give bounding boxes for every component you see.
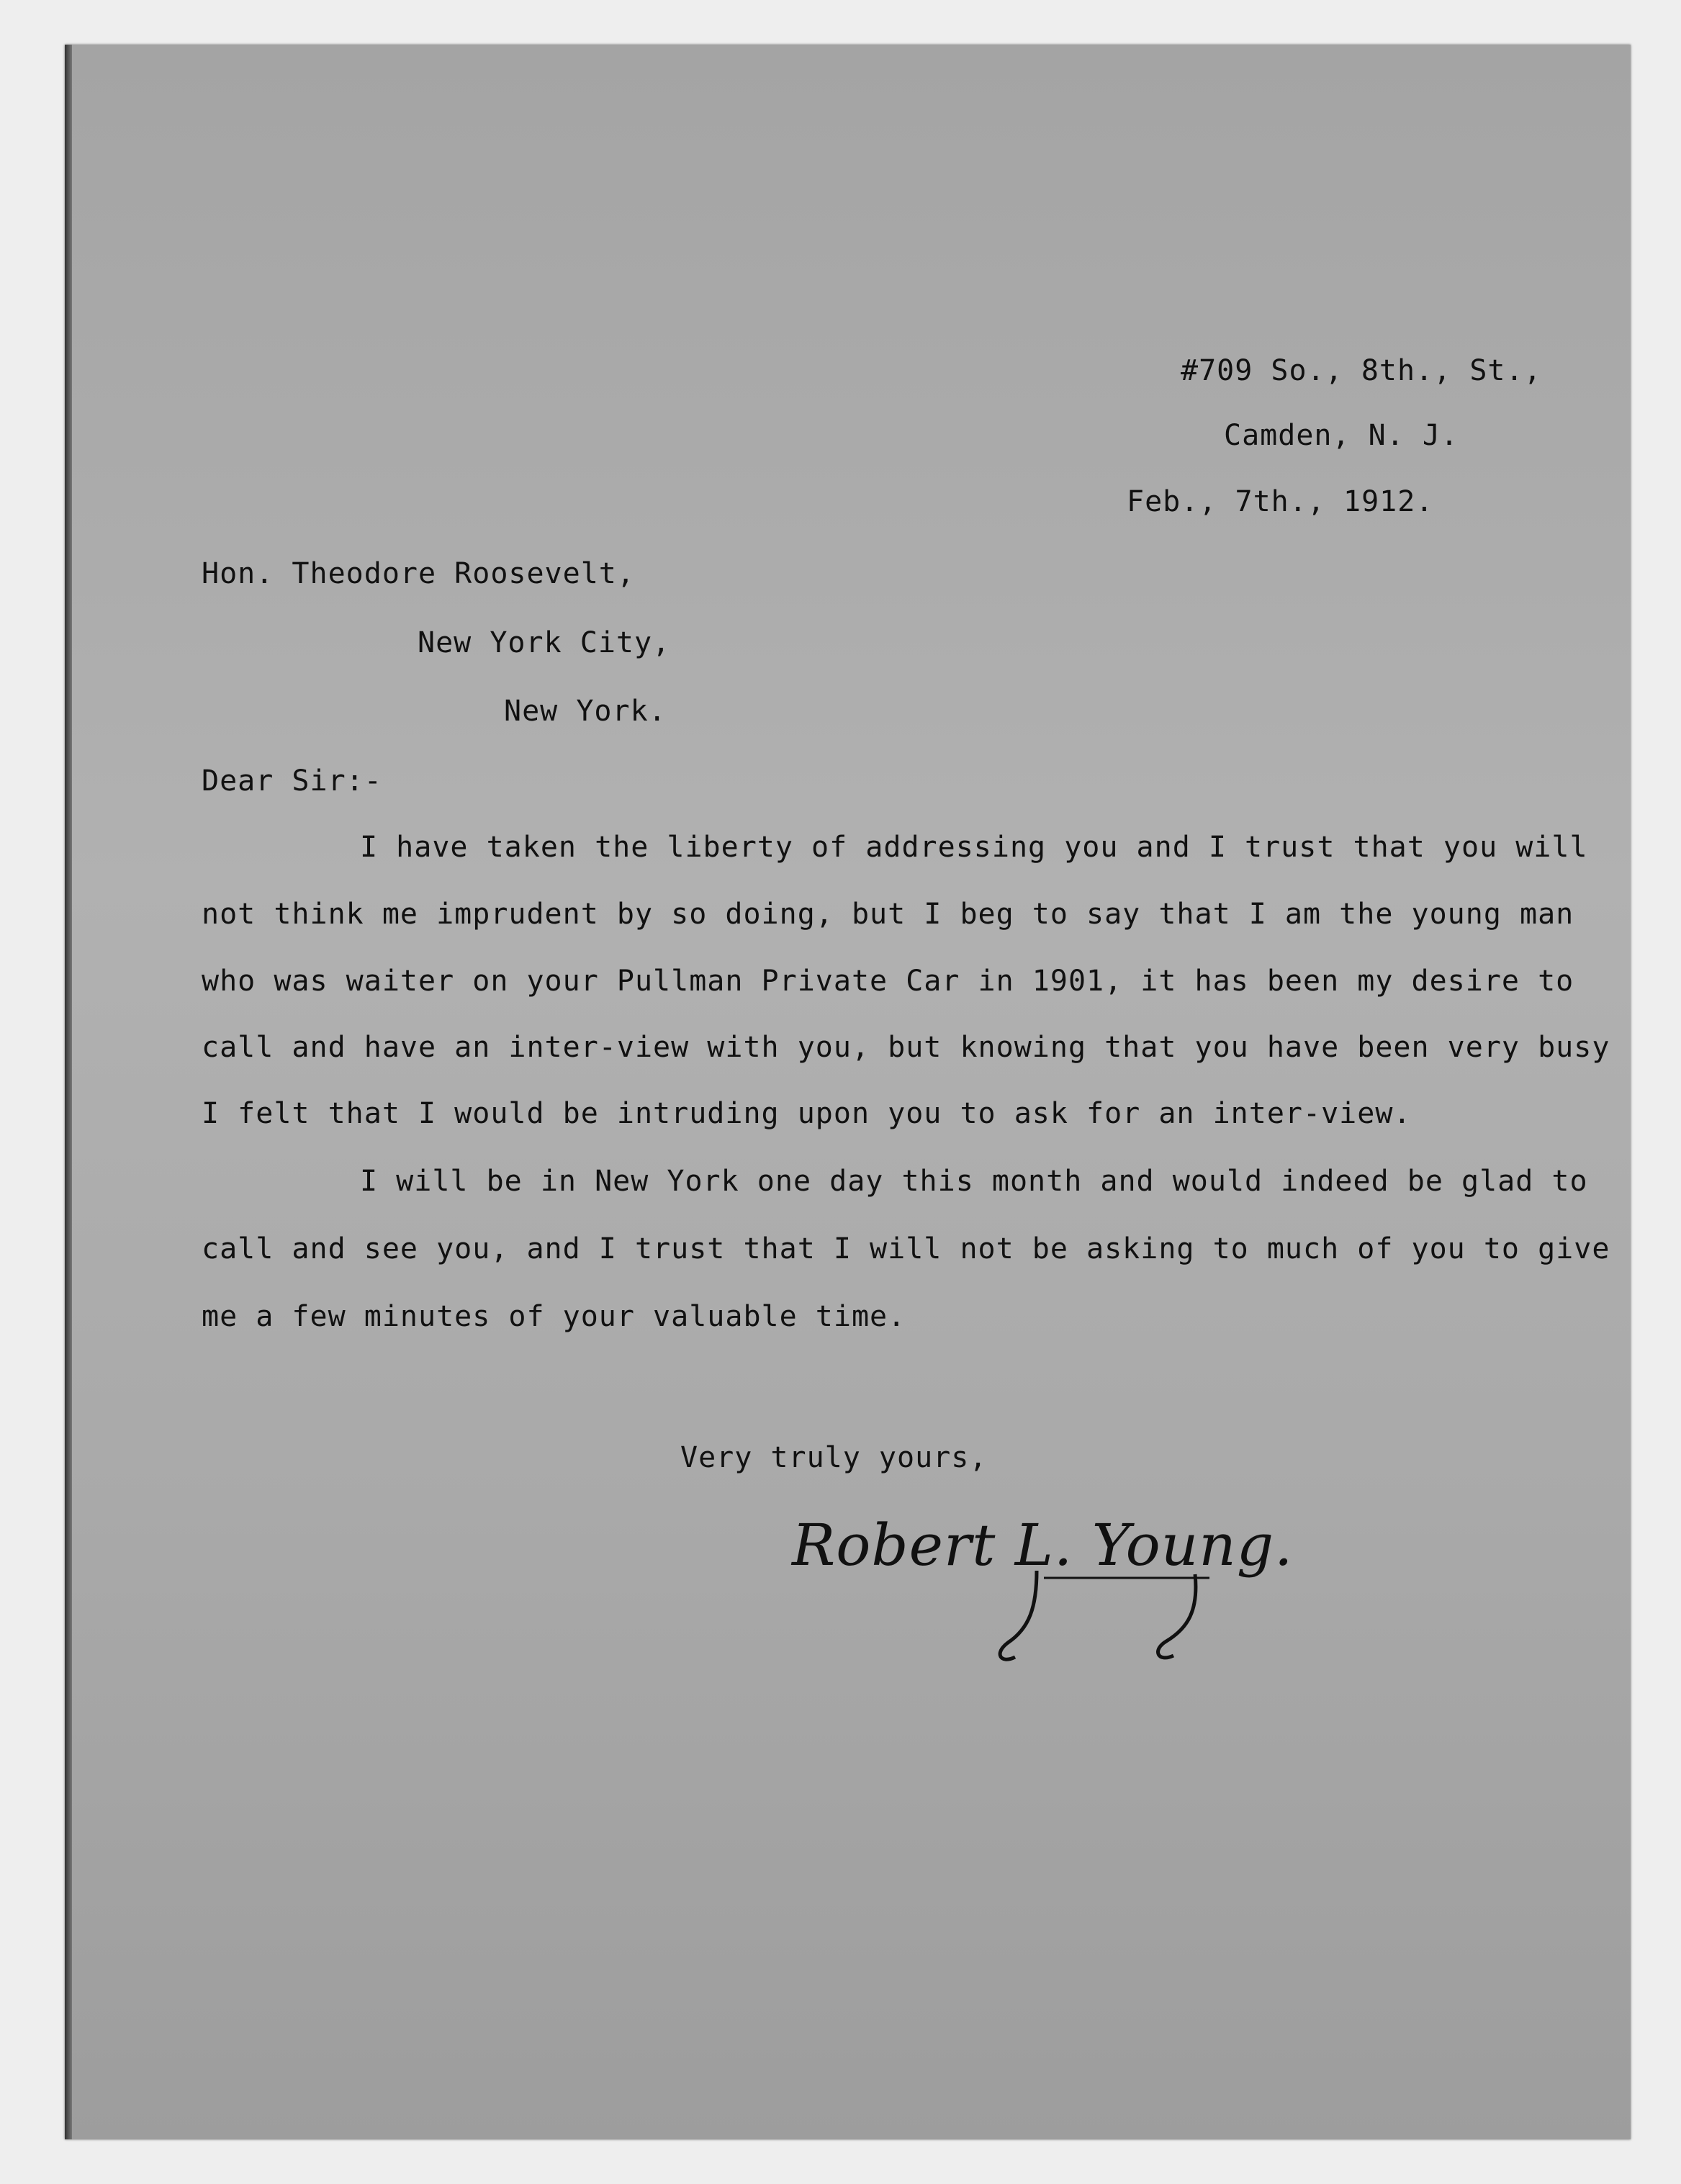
body-line: call and see you, and I trust that I will not be asking to much of you to give	[202, 1232, 1610, 1265]
body-line: I have taken the liberty of addressing you and I trust that you will	[360, 831, 1588, 864]
letter-date: Feb., 7th., 1912.	[1127, 485, 1434, 518]
sender-address-city: Camden, N. J.	[1224, 419, 1459, 452]
signature: Robert L. Young.	[792, 1512, 1294, 1579]
letter-sheet	[65, 45, 1631, 2139]
body-line: I felt that I would be intruding upon you to ask for an inter-view.	[202, 1097, 1412, 1130]
closing: Very truly yours,	[680, 1441, 988, 1474]
body-line: not think me imprudent by so doing, but I beg to say that I am the young man	[202, 898, 1574, 931]
recipient-name: Hon. Theodore Roosevelt,	[202, 557, 635, 590]
recipient-city: New York City,	[418, 626, 671, 659]
salutation: Dear Sir:-	[202, 764, 382, 798]
body-line: me a few minutes of your valuable time.	[202, 1300, 906, 1333]
signature-flourish	[993, 1549, 1325, 1671]
recipient-state: New York.	[504, 695, 667, 728]
body-line: I will be in New York one day this month and would indeed be glad to	[360, 1165, 1588, 1198]
body-line: call and have an inter-view with you, but knowing that you have been very busy	[202, 1031, 1610, 1064]
sender-address-street: #709 So., 8th., St.,	[1181, 354, 1542, 387]
body-line: who was waiter on your Pullman Private Car in 1901, it has been my desire to	[202, 965, 1574, 998]
